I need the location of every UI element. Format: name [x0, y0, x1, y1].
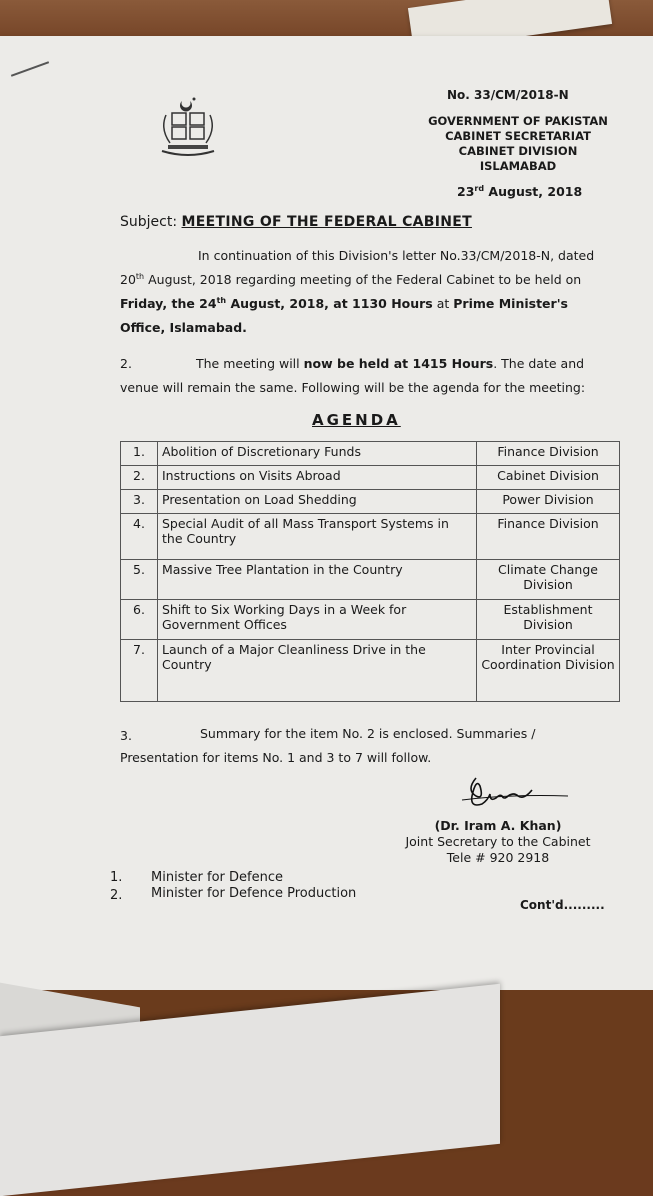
para3-line2: Presentation for items No. 1 and 3 to 7 will follow. — [120, 750, 432, 765]
para1-line2-b: August, 2018 regarding meeting of the Federal Cabinet to be held on — [144, 272, 582, 288]
agenda-division: Climate Change Division — [477, 560, 620, 600]
table-row — [121, 442, 620, 466]
agenda-num: 5. — [121, 560, 158, 600]
agenda-division: Power Division — [477, 490, 620, 514]
signature-icon — [460, 774, 570, 810]
agenda-num: 7. — [121, 640, 158, 702]
para1-line3-d: Prime Minister's — [453, 296, 568, 312]
para3-number: 3. — [120, 728, 132, 743]
subject-line — [120, 214, 472, 230]
para2-a: The meeting will — [196, 356, 304, 371]
agenda-num: 1. — [121, 442, 158, 466]
para3-line1: Summary for the item No. 2 is enclosed. Summaries / — [200, 726, 536, 741]
signatory-tele: Tele # 920 2918 — [446, 850, 550, 865]
agenda-num: 6. — [121, 600, 158, 640]
para2-line2: venue will remain the same. Following will be the agenda for the meeting: — [120, 380, 586, 395]
para1-line4: Office, Islamabad. — [120, 320, 247, 335]
table-row — [121, 560, 620, 600]
para1-line3-sup: th — [216, 296, 227, 305]
table-row — [121, 490, 620, 514]
signatory-title: Joint Secretary to the Cabinet — [405, 834, 591, 849]
table-row — [121, 514, 620, 560]
org-line: CABINET SECRETARIAT — [445, 129, 591, 143]
table-row — [121, 640, 620, 702]
para2-bold: now be held at 1415 Hours — [303, 356, 494, 371]
agenda-title: AGENDA — [312, 411, 401, 429]
agenda-num: 2. — [121, 466, 158, 490]
agenda-division: Establishment Division — [477, 600, 620, 640]
agenda-item: Presentation on Load Shedding — [158, 490, 477, 514]
distribution-name: Minister for Defence Production — [151, 886, 357, 901]
agenda-division: Inter Provincial Coordination Division — [477, 640, 620, 702]
agenda-item: Launch of a Major Cleanliness Drive in the Country — [158, 640, 477, 702]
org-line: ISLAMABAD — [479, 159, 557, 173]
org-line: GOVERNMENT OF PAKISTAN — [428, 114, 608, 128]
agenda-item: Massive Tree Plantation in the Country — [158, 560, 477, 600]
para2-number: 2. — [120, 356, 132, 371]
distribution-number: 1. — [110, 870, 123, 885]
para1-line2-a: 20 — [120, 272, 136, 288]
para1-line3-a: Friday, the 24 — [120, 296, 217, 312]
agenda-item: Special Audit of all Mass Transport Systems in the Country — [158, 514, 477, 560]
para1-line2-sup: th — [135, 272, 145, 281]
issuing-organization — [408, 114, 628, 174]
date-rest: August, 2018 — [484, 184, 583, 200]
agenda-item: Shift to Six Working Days in a Week for Government Offices — [158, 600, 477, 640]
subject-title: MEETING OF THE FEDERAL CABINET — [181, 214, 472, 230]
date-day: 23 — [457, 184, 475, 200]
agenda-division: Cabinet Division — [477, 466, 620, 490]
agenda-num: 4. — [121, 514, 158, 560]
para1-line1: In continuation of this Division's letter No.33/CM/2018-N, dated — [198, 248, 595, 263]
subject-label: Subject: — [120, 214, 178, 230]
agenda-division: Finance Division — [477, 442, 620, 466]
para1-line3-c: at — [432, 296, 454, 312]
signature-block — [398, 818, 598, 866]
date-suffix: rd — [474, 184, 485, 193]
para2-b: . The date and — [493, 356, 585, 371]
continued-marker: Cont'd......... — [520, 898, 605, 912]
agenda-division: Finance Division — [477, 514, 620, 560]
letter-date — [457, 184, 582, 199]
state-emblem-icon — [158, 95, 218, 161]
table-row — [121, 600, 620, 640]
agenda-table — [120, 441, 620, 702]
distribution-name: Minister for Defence — [151, 870, 283, 885]
signatory-name: (Dr. Iram A. Khan) — [434, 818, 562, 833]
table-row — [121, 466, 620, 490]
para2-line1 — [196, 356, 584, 371]
para1-line3 — [120, 296, 568, 311]
agenda-item: Instructions on Visits Abroad — [158, 466, 477, 490]
distribution-number: 2. — [110, 888, 123, 903]
para1-line3-b: August, 2018, at 1130 Hours — [226, 296, 433, 312]
para1-line2 — [120, 272, 581, 287]
agenda-item: Abolition of Discretionary Funds — [158, 442, 477, 466]
org-line: CABINET DIVISION — [458, 144, 578, 158]
agenda-num: 3. — [121, 490, 158, 514]
reference-number: No. 33/CM/2018-N — [447, 88, 569, 102]
